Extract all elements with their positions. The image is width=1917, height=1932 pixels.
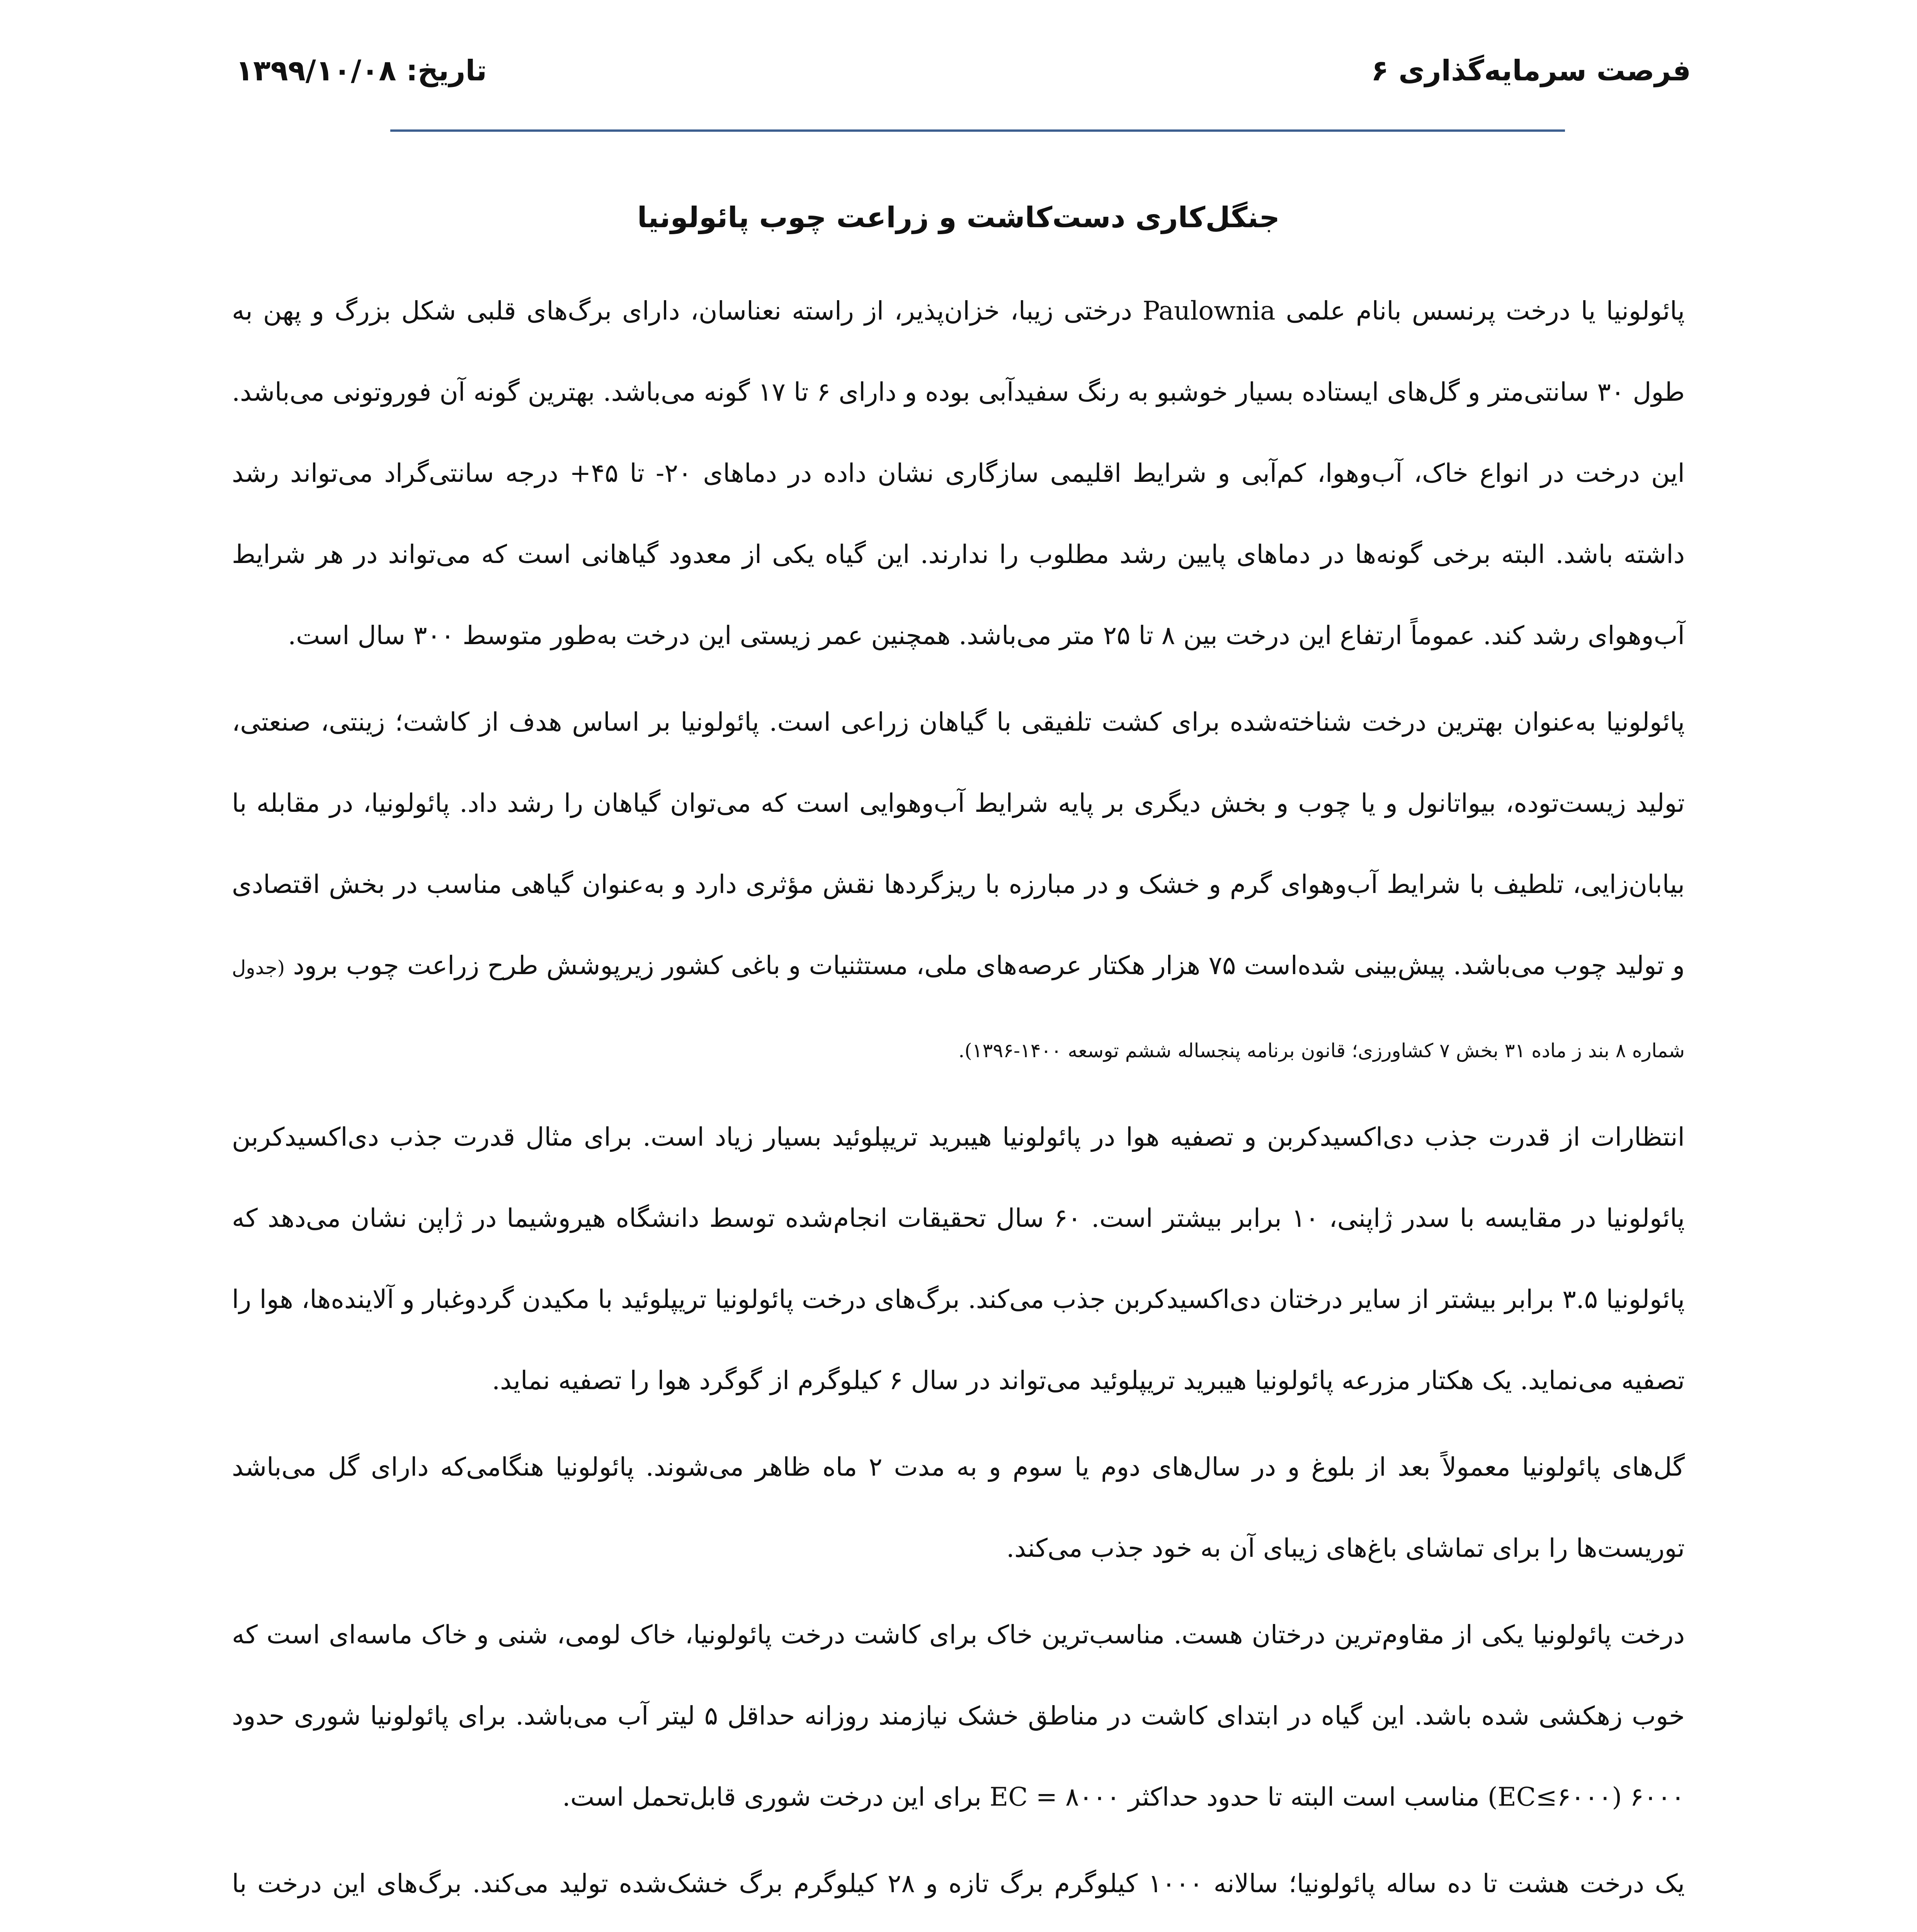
paragraph-uses (232, 682, 1685, 1091)
series-title: فرصت سرمایه‌گذاری ۶ (1371, 54, 1691, 87)
paragraph-flowers: گل‌های پائولونیا معمولاً بعد از بلوغ و در سال‌های دوم یا سوم و به مدت ۲ ماه ظاهر می‌شوند. پائولونیا هنگامی‌که دارای گل می‌باشد توریست‌ها را برای تماشای باغ‌های زیبای آن به خود جذب می‌کند. (232, 1452, 1685, 1563)
paragraph-co2: انتظارات از قدرت جذب دی‌اکسیدکربن و تصفیه هوا در پائولونیا هیبرید تریپلوئید بسیار زیاد است. برای مثال قدرت جذب دی‌اکسیدکربن پائولونیا در مقایسه با سدر ژاپنی، ۱۰ برابر بیشتر است. ۶۰ سال تحقیقات انجام‌شده توسط دانشگاه هیروشیما در ژاپن نشان می‌دهد که پائولونیا ۳.۵ برابر بیشتر از سایر درختان دی‌اکسیدکربن جذب می‌کند. برگ‌های درخت پائولونیا تریپلوئید با مکیدن گردوغبار و آلاینده‌ها، هوا را تصفیه می‌نماید. یک هکتار مزرعه پائولونیا هیبرید تریپلوئید می‌تواند در سال ۶ کیلوگرم از گوگرد هوا را تصفیه نماید. (232, 1122, 1685, 1395)
paragraph-soil: درخت پائولونیا یکی از مقاوم‌ترین درختان هست. مناسب‌ترین خاک برای کاشت درخت پائولونیا، خاک لومی، شنی و خاک ماسه‌ای است که خوب زهکشی شده باشد. این گیاه در ابتدای کاشت در مناطق خشک نیازمند روزانه حداقل ۵ لیتر آب می‌باشد. برای پائولونیا شوری حدود ۶۰۰۰ (EC≤۶۰۰۰) مناسب است البته تا حدود حداکثر EC = ۸۰۰۰ برای این درخت شوری قابل‌تحمل است. (232, 1620, 1685, 1812)
paragraph-uses-text: پائولونیا به‌عنوان بهترین درخت شناخته‌شده برای کشت تلفیقی با گیاهان زراعی است. پائولونیا بر اساس هدف از کاشت؛ زینتی، صنعتی، تولید زیست‌توده، بیواتانول و یا چوب و بخش دیگری بر پایه شرایط آب‌وهوایی است که می‌توان گیاهان را رشد داد. پائولونیا، در مقابله با بیابان‌زایی، تلطیف با شرایط آب‌وهوای گرم و خشک و در مبارزه با ریزگردها نقش مؤثری دارد و به‌عنوان گیاهی مناسب در بخش اقتصادی و تولید چوب می‌باشد. پیش‌بینی شده‌است ۷۵ هزار هکتار عرصه‌های ملی، مستثنیات و باغی کشور زیرپوشش طرح زراعت چوب برود (232, 707, 1685, 980)
body-text (232, 270, 1685, 1932)
paragraph-leaves: یک درخت هشت تا ده ساله پائولونیا؛ سالانه ۱۰۰۰ کیلوگرم برگ تازه و ۲۸ کیلوگرم برگ خشک‌شده تولید می‌کند. برگ‌های این درخت با (232, 1869, 1685, 1898)
document-date: تاریخ: ۱۳۹۹/۱۰/۰۸ (236, 54, 487, 87)
header-divider (390, 129, 1565, 132)
paragraph-intro: پائولونیا یا درخت پرنسس بانام علمی Paulownia درختی زیبا، خزان‌پذیر، از راسته نعناسان، دارای برگ‌های قلبی شکل بزرگ و پهن به طول ۳۰ سانتی‌متر و گل‌های ایستاده بسیار خوشبو به رنگ سفیدآبی بوده و دارای ۶ تا ۱۷ گونه می‌باشد. بهترین گونه آن فوروتونی می‌باشد. این درخت در انواع خاک، آب‌وهوا، کم‌آبی و شرایط اقلیمی سازگاری نشان داده در دماهای ۲۰- تا ۴۵+ درجه سانتی‌گراد می‌تواند رشد داشته باشد. البته برخی گونه‌ها در دماهای پایین رشد مطلوب را ندارند. این گیاه یکی از معدود گیاهانی است که می‌تواند در هر شرایط آب‌وهوای رشد کند. عموماً ارتفاع این درخت بین ۸ تا ۲۵ متر می‌باشد. همچنین عمر زیستی این درخت به‌طور متوسط ۳۰۰ سال است. (232, 296, 1685, 650)
document-title: جنگل‌کاری دست‌کاشت و زراعت چوب پائولونیا (637, 201, 1280, 234)
paragraph-uses-reference: (جدول شماره ۸ بند ز ماده ۳۱ بخش ۷ کشاورزی؛ قانون برنامه پنجساله ششم توسعه ۱۴۰۰-۱۳۹۶). (232, 956, 1685, 1062)
